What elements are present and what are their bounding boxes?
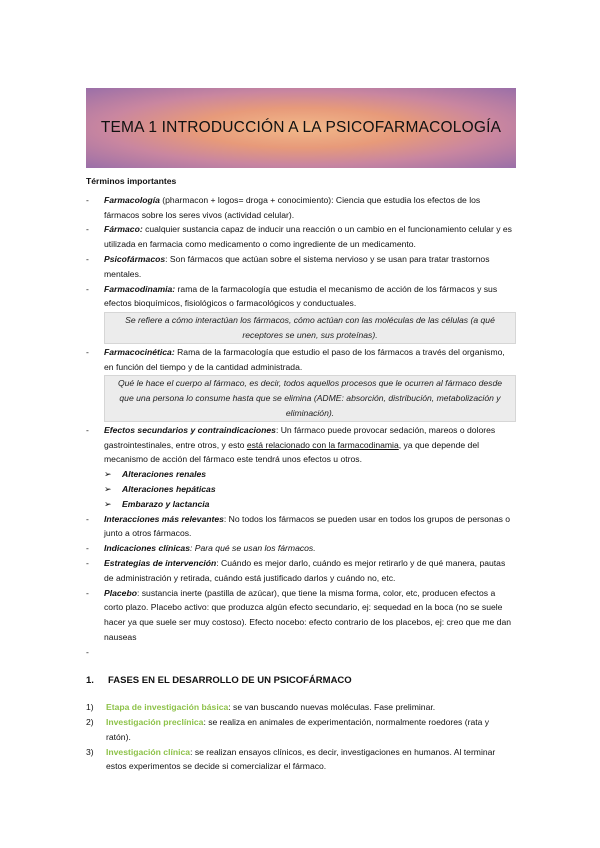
term-definition: rama de la farmacología que estudia el mecanismo de acción de los fármacos y sus efectos bioquímicos, fisiológicos o farmacológicos y conductuales. — [104, 283, 498, 309]
section-title: Términos importantes — [86, 176, 177, 186]
phase-label: Etapa de investigación básica — [106, 702, 229, 713]
phases-list — [86, 700, 516, 774]
term-definition: (pharmacon + logos= droga + conocimiento): Ciencia que estudia los efectos de los fármacos sobre los seres vivos (actividad celular). — [104, 194, 481, 220]
phase-item — [86, 745, 516, 775]
term-farmacodinamia — [86, 282, 516, 312]
term-label: Psicofármacos — [104, 253, 166, 264]
term-definition: : Son fármacos que actúan sobre el sistema nervioso y se usan para tratar trastornos mentales. — [104, 253, 490, 279]
term-definition: Rama de la farmacología que estudio el paso de los fármacos a través del organismo, en función del tiempo y de la cantidad administrada. — [104, 346, 505, 372]
term-interacciones — [86, 512, 516, 542]
title-banner — [86, 88, 516, 168]
term-estrategias — [86, 556, 516, 586]
term-farmaco — [86, 222, 516, 252]
term-label: Estrategias de intervención — [104, 557, 217, 568]
section-number: 1. — [86, 674, 94, 686]
terms-list — [86, 423, 516, 467]
term-definition: cualquier sustancia capaz de inducir una reacción o un cambio en el funcionamiento celular y es utilizada en farmacia como medicamento o como ingrediente de un medicamento. — [104, 224, 512, 250]
phase-item — [86, 700, 516, 715]
section-heading-text: FASES EN EL DESARROLLO DE UN PSICOFÁRMACO — [108, 674, 352, 686]
phase-number: 3) — [86, 746, 94, 757]
term-label: Indicaciones clínicas — [104, 543, 190, 554]
phase-text: : se realiza en animales de experimentación, normalmente roedores (rata y ratón). — [106, 717, 490, 742]
sub-item: ➢ Embarazo y lactancia — [104, 497, 516, 512]
page-title: TEMA 1 INTRODUCCIÓN A LA PSICOFARMACOLOGÍA — [100, 119, 502, 136]
term-label: Farmacodinamia: — [104, 283, 176, 294]
phase-number: 1) — [86, 702, 94, 713]
section-heading — [86, 674, 516, 689]
phase-text: : se realizan ensayos clínicos, es decir, investigaciones en humanos. Al terminar estos experimentos se decide si comercializar el fármaco. — [106, 746, 496, 772]
document-body — [86, 174, 516, 774]
phase-item — [86, 715, 516, 745]
terms-list — [86, 345, 516, 375]
term-definition-end: , ya que depende del mecanismo de acción del fármaco este tendrá unos efectos u otros. — [104, 439, 480, 465]
term-label: Efectos secundarios y contraindicaciones — [104, 424, 276, 435]
sub-item: ➢ Alteraciones renales — [104, 467, 516, 482]
term-psicofarmaco — [86, 252, 516, 282]
phase-label: Investigación clínica — [106, 746, 191, 757]
term-definition: : No todos los fármacos se pueden usar en todos los grupos de personas o junto a otros fármacos. — [104, 513, 511, 539]
note-box-farmacodinamia: Se refiere a cómo interactúan los fármacos, cómo actúan con las moléculas de las células (a qué receptores se unen, sus proteínas). — [104, 312, 516, 344]
term-label: Farmacología — [104, 194, 160, 205]
term-label: Farmacocinética: — [104, 346, 175, 357]
term-efectos — [86, 423, 516, 467]
term-farmacocinetica — [86, 345, 516, 375]
phase-label: Investigación preclínica — [106, 717, 204, 728]
sub-item: ➢ Alteraciones hepáticas — [104, 482, 516, 497]
note-box-farmacocinetica: Qué le hace el cuerpo al fármaco, es decir, todos aquellos procesos que le ocurren al fármaco desde que una persona lo consume hasta que se elimina (ADME: absorción, distribución, metabolización y eliminación). — [104, 375, 516, 421]
terms-list — [86, 193, 516, 311]
underlined-text: está relacionado con la farmacodinamia — [246, 439, 399, 450]
term-farmacologia — [86, 193, 516, 223]
term-placebo — [86, 586, 516, 645]
term-label: Interacciones más relevantes — [104, 513, 224, 524]
phase-number: 2) — [86, 717, 94, 728]
term-definition: : Para qué se usan los fármacos. — [189, 543, 316, 554]
term-label: Fármaco: — [104, 224, 143, 235]
empty-bullet — [86, 645, 516, 660]
term-definition: : sustancia inerte (pastilla de azúcar), que tiene la misma forma, color, etc, producen efectos a corto plazo. Placebo activo: que produzca algún efecto secundario, ej: sequedad en la boca (no se suele hacer ya que suele ser muy costoso). Efecto nocebo: efecto contrario de los placebos, ej: creo que me dan nauseas — [104, 587, 512, 642]
phase-text: : se van buscando nuevas moléculas. Fase preliminar. — [228, 702, 436, 713]
term-definition: : Cuándo es mejor darlo, cuándo es mejor retirarlo y de qué manera, pautas de administración y retirada, cuándo está justificado darlos y cuándo no, etc. — [104, 557, 506, 583]
term-label: Placebo — [104, 587, 137, 598]
effects-sublist — [86, 467, 516, 511]
term-definition: : Un fármaco puede provocar sedación, mareos o dolores gastrointestinales, entre otros, y esto — [104, 424, 496, 450]
terms-list — [86, 512, 516, 660]
term-indicaciones — [86, 541, 516, 556]
